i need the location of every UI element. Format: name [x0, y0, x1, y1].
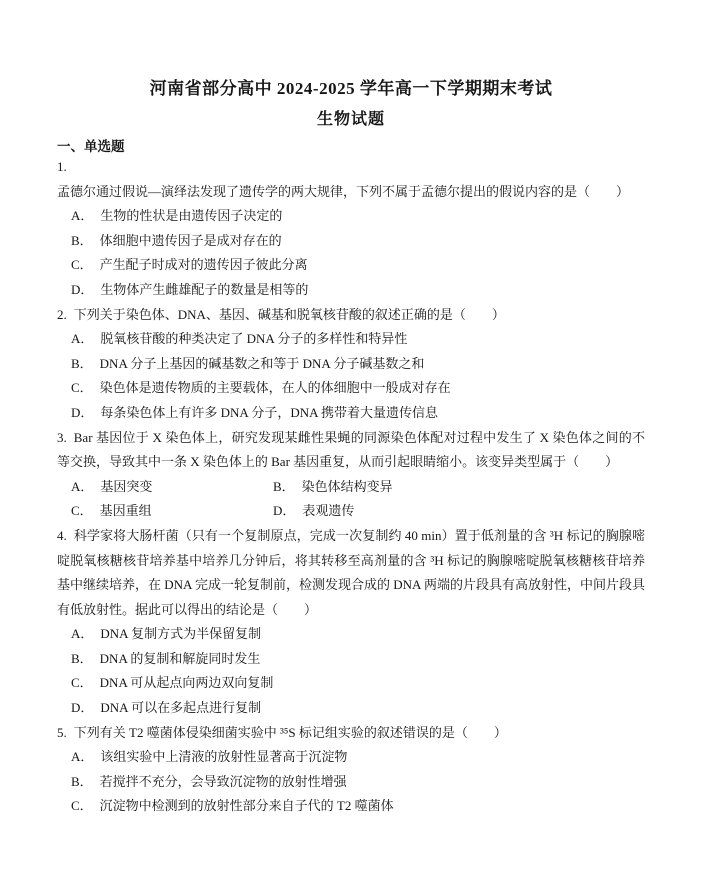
option-text: DNA 可从起点向两边双向复制 — [99, 675, 274, 691]
option-item — [57, 204, 645, 229]
question-block-4 — [57, 524, 645, 721]
question-number: 2. — [57, 306, 67, 322]
option-text: DNA 复制方式为半保留复制 — [100, 626, 262, 642]
option-label: C． — [71, 257, 93, 273]
question-block-1 — [57, 155, 645, 303]
section-heading: 一、单选题 — [57, 139, 125, 154]
option-label: C． — [71, 675, 93, 691]
option-item — [57, 696, 645, 721]
option-text: 该组实验中上清液的放射性显著高于沉淀物 — [100, 749, 348, 765]
question-stem-text: 孟德尔通过假说—演绎法发现了遗传学的两大规律，下列不属于孟德尔提出的假说内容的是（ ） — [57, 183, 630, 199]
option-label: B． — [273, 478, 295, 494]
option-item — [71, 499, 273, 524]
option-label: B． — [71, 773, 93, 789]
option-item — [57, 770, 645, 795]
question-stem — [57, 426, 645, 475]
option-text: 生物的性状是由遗传因子决定的 — [100, 208, 283, 224]
question-number: 3. — [57, 429, 67, 445]
option-text: 每条染色体上有许多 DNA 分子，DNA 携带着大量遗传信息 — [100, 404, 439, 420]
option-item — [57, 745, 645, 770]
question-stem-text: Bar 基因位于 X 染色体上，研究发现某雌性果蝇的同源染色体配对过程中发生了 X 染色体之间的不等交换，导致其中一条 X 染色体上的 Bar 基因重复，从而引起眼睛缩小。该变异类型属于（ ） — [57, 429, 645, 470]
option-item — [57, 647, 645, 672]
option-label: A． — [71, 478, 94, 494]
option-text: 染色体是遗传物质的主要载体，在人的体细胞中一般成对存在 — [99, 380, 451, 396]
option-list — [57, 475, 645, 524]
option-label: D． — [71, 404, 94, 420]
option-label: D． — [71, 281, 94, 297]
option-text: DNA 分子上基因的碱基数之和等于 DNA 分子碱基数之和 — [99, 355, 425, 371]
option-text: 若搅拌不充分，会导致沉淀物的放射性增强 — [99, 773, 347, 789]
option-item — [57, 253, 645, 278]
question-number: 5. — [57, 724, 67, 740]
option-item — [273, 499, 645, 524]
option-item — [71, 475, 273, 500]
option-item — [57, 671, 645, 696]
option-item — [57, 352, 645, 377]
page-subtitle: 生物试题 — [316, 111, 385, 128]
question-block-2 — [57, 303, 645, 426]
option-list — [57, 622, 645, 720]
option-label: D． — [273, 503, 296, 519]
option-label: B． — [71, 355, 93, 371]
option-item — [57, 327, 645, 352]
option-list — [57, 745, 645, 819]
option-label: A． — [71, 331, 94, 347]
question-stem — [57, 721, 645, 746]
option-item — [273, 475, 645, 500]
option-label: D． — [71, 700, 94, 716]
option-list — [57, 204, 645, 302]
option-label: B． — [71, 232, 93, 248]
option-text: 沉淀物中检测到的放射性部分来自子代的 T2 噬菌体 — [99, 798, 394, 814]
option-text: 产生配子时成对的遗传因子彼此分离 — [99, 257, 308, 273]
option-text: 生物体产生雌雄配子的数量是相等的 — [100, 281, 309, 297]
option-item — [57, 376, 645, 401]
option-list — [57, 327, 645, 425]
option-text: DNA 可以在多起点进行复制 — [100, 700, 262, 716]
option-item — [57, 278, 645, 303]
question-stem — [57, 524, 645, 622]
question-stem — [57, 155, 645, 204]
option-item — [57, 794, 645, 819]
option-item — [57, 229, 645, 254]
option-text: 基因重组 — [99, 503, 152, 519]
question-stem — [57, 303, 645, 328]
option-label: C． — [71, 798, 93, 814]
question-block-5 — [57, 721, 645, 819]
question-number: 4. — [57, 527, 67, 543]
option-item — [57, 622, 645, 647]
option-text: 体细胞中遗传因子是成对存在的 — [99, 232, 282, 248]
question-list — [57, 155, 645, 819]
option-label: B． — [71, 650, 93, 666]
option-text: 表观遗传 — [302, 503, 355, 519]
page-title: 河南省部分高中 2024-2025 学年高一下学期期末考试 — [149, 79, 553, 98]
question-stem-text: 下列关于染色体、DNA、基因、碱基和脱氧核苷酸的叙述正确的是（ ） — [73, 306, 505, 322]
option-text: 脱氧核苷酸的种类决定了 DNA 分子的多样性和特异性 — [100, 331, 408, 347]
question-block-3 — [57, 426, 645, 524]
option-item — [57, 401, 645, 426]
question-stem-text: 下列有关 T2 噬菌体侵染细菌实验中 ³⁵S 标记组实验的叙述错误的是（ ） — [73, 724, 507, 740]
option-label: C． — [71, 503, 93, 519]
option-label: C． — [71, 380, 93, 396]
option-label: A． — [71, 749, 94, 765]
option-label: A． — [71, 208, 94, 224]
option-text: DNA 的复制和解旋同时发生 — [99, 650, 261, 666]
option-label: A． — [71, 626, 94, 642]
question-stem-text: 科学家将大肠杆菌（只有一个复制原点，完成一次复制约 40 min）置于低剂量的含 ³H 标记的胸腺嘧啶脱氧核糖核苷培养基中培养几分钟后，将其转移至高剂量的含 ³H 标记的胸腺嘧啶脱氧核糖核苷培养基中继续培养，在 DNA 完成一轮复制前，检测发现合成的 DNA 两端的片段具有高放射性，中间片段具有低放射性。据此可以得出的结论是（ ） — [57, 527, 645, 617]
option-text: 基因突变 — [100, 478, 153, 494]
question-number: 1. — [57, 159, 67, 174]
option-text: 染色体结构变异 — [301, 478, 393, 494]
